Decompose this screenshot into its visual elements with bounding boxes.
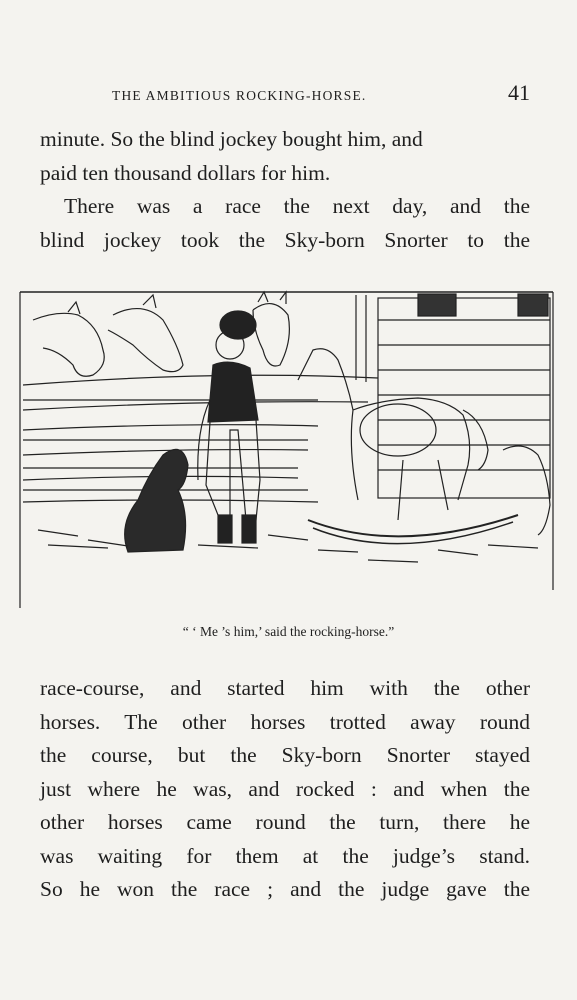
text-block-top xyxy=(40,123,530,257)
running-head xyxy=(40,80,530,110)
illustration-caption: “ ‘ Me ’s him,’ said the rocking-horse.” xyxy=(182,624,395,639)
page-number: 41 xyxy=(508,80,530,105)
text-line: minute. So the blind jockey bought him, and xyxy=(40,127,423,151)
running-title: THE AMBITIOUS ROCKING-HORSE. xyxy=(112,88,367,103)
text-line: So he won the race ; and the judge gave the xyxy=(40,877,530,901)
illustration-rocking-horse-scene xyxy=(18,290,555,610)
text-line: paid ten thousand dollars for him. xyxy=(40,160,331,185)
text-line: There was a race the next day, and the xyxy=(64,194,530,218)
text-line: was waiting for them at the judge’s stand. xyxy=(40,843,530,868)
text-line: blind jockey took the Sky-born Snorter to the xyxy=(40,227,530,252)
text-line: race-course, and started him with the other xyxy=(40,676,530,700)
text-block-bottom xyxy=(40,672,530,907)
text-line: the course, but the Sky-born Snorter stayed xyxy=(40,743,530,767)
text-line: just where he was, and rocked : and when the xyxy=(40,776,530,801)
text-line: horses. The other horses trotted away round xyxy=(40,709,530,734)
text-line: other horses came round the turn, there he xyxy=(40,810,530,834)
